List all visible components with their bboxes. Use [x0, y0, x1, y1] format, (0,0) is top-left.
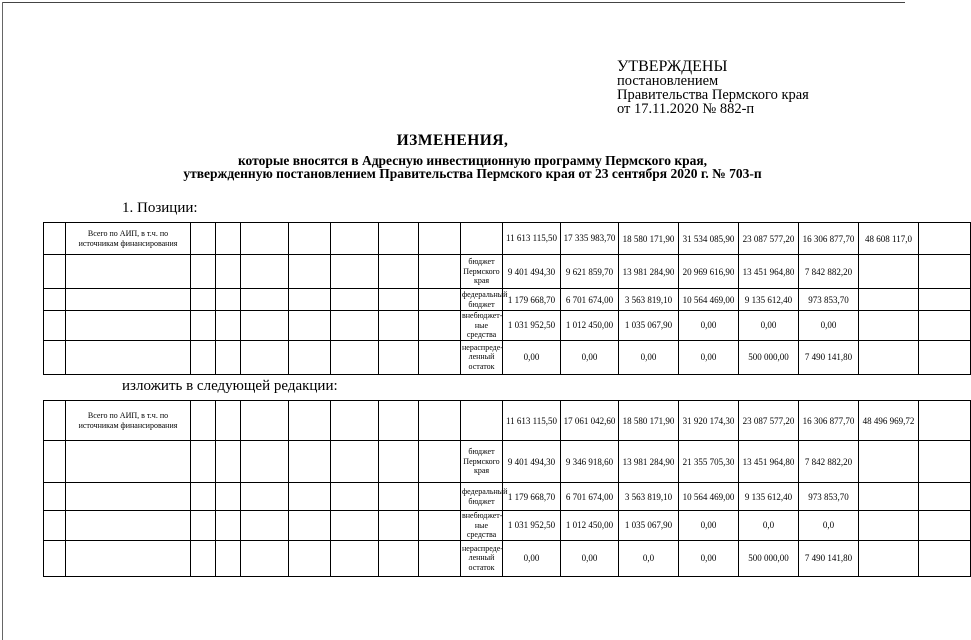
- table-row: [44, 255, 971, 289]
- table-old-positions: [43, 222, 971, 375]
- row-label-total: Всего по АИП, в т.ч. по источникам финансирования: [66, 401, 191, 441]
- cell-value: 6 701 674,00: [561, 289, 619, 311]
- table-row: [44, 441, 971, 483]
- cell-value: 9 135 612,40: [739, 483, 799, 511]
- cell-value: 7 490 141,80: [799, 340, 859, 374]
- cell-value: 1 035 067,90: [619, 511, 679, 541]
- cell-value: 1 179 668,70: [503, 289, 561, 311]
- table-row: [44, 340, 971, 374]
- cell-value: 0,00: [679, 311, 739, 341]
- table-row: [44, 311, 971, 341]
- cell-value: 0,00: [679, 340, 739, 374]
- approval-line-2: постановлением: [617, 73, 719, 89]
- scan-edge-left: [2, 2, 3, 640]
- cell-value: 0,00: [561, 540, 619, 576]
- section-positions: 1. Позиции:: [122, 200, 198, 216]
- scan-edge-top: [2, 2, 905, 3]
- cell-value: 3 563 819,10: [619, 483, 679, 511]
- approval-block: [617, 60, 809, 116]
- cell-value: 13 981 284,90: [619, 255, 679, 289]
- source-label: бюджет Пермского края: [461, 441, 503, 483]
- cell-value: 16 306 877,70: [799, 401, 859, 441]
- cell-value: 0,00: [503, 340, 561, 374]
- cell-value: 6 701 674,00: [561, 483, 619, 511]
- cell-value: 1 031 952,50: [503, 311, 561, 341]
- cell-value: 48 496 969,72: [859, 401, 919, 441]
- cell-value: 0,0: [739, 511, 799, 541]
- cell-value: 0,00: [619, 340, 679, 374]
- cell-value: 973 853,70: [799, 483, 859, 511]
- cell-value: 31 534 085,90: [679, 223, 739, 255]
- table-row: [44, 540, 971, 576]
- cell-value: 9 135 612,40: [739, 289, 799, 311]
- cell-value: 973 853,70: [799, 289, 859, 311]
- table-row: [44, 511, 971, 541]
- approval-line-4: от 17.11.2020 № 882-п: [617, 101, 755, 117]
- document-title: ИЗМЕНЕНИЯ,: [396, 132, 509, 149]
- cell-value: 500 000,00: [739, 540, 799, 576]
- cell-value: 9 621 859,70: [561, 255, 619, 289]
- cell-value: 21 355 705,30: [679, 441, 739, 483]
- source-label: внебюджет-ные средства: [462, 511, 503, 539]
- cell-value: 1 179 668,70: [503, 483, 561, 511]
- cell-value: 18 580 171,90: [619, 223, 679, 255]
- cell-value: 31 920 174,30: [679, 401, 739, 441]
- cell-value: 23 087 577,20: [739, 223, 799, 255]
- cell-value: 3 563 819,10: [619, 289, 679, 311]
- cell-value: 0,00: [679, 540, 739, 576]
- cell-value: 16 306 877,70: [799, 223, 859, 255]
- document-subtitle-2: утвержденную постановлением Правительства Пермского края от 23 сентября 2020 г. № 703-п: [183, 166, 762, 181]
- cell-value: 7 842 882,20: [799, 255, 859, 289]
- table-row: [44, 223, 971, 255]
- cell-value: 48 608 117,0: [859, 223, 919, 255]
- cell-value: 500 000,00: [739, 340, 799, 374]
- table-row: [44, 401, 971, 441]
- cell-value: 1 035 067,90: [619, 311, 679, 341]
- cell-value: 20 969 616,90: [679, 255, 739, 289]
- cell-value: 1 012 450,00: [561, 511, 619, 541]
- cell-value: 23 087 577,20: [739, 401, 799, 441]
- table-row: [44, 483, 971, 511]
- source-label: нераспреде-ленный остаток: [461, 540, 503, 576]
- cell-value: 9 401 494,30: [503, 441, 561, 483]
- cell-value: 7 842 882,20: [799, 441, 859, 483]
- approval-line-3: Правительства Пермского края: [617, 87, 809, 103]
- cell-value: 18 580 171,90: [619, 401, 679, 441]
- source-label: федеральный бюджет: [461, 483, 503, 511]
- cell-value: 11 613 115,50: [503, 401, 561, 441]
- cell-value: 11 613 115,50: [503, 223, 561, 255]
- cell-value: 13 451 964,80: [739, 255, 799, 289]
- cell-value: 9 346 918,60: [561, 441, 619, 483]
- cell-value: 1 031 952,50: [503, 511, 561, 541]
- cell-value: 17 061 042,60: [561, 401, 619, 441]
- table-row: [44, 289, 971, 311]
- cell-value: 10 564 469,00: [679, 289, 739, 311]
- source-label: нераспреде-ленный остаток: [461, 340, 503, 374]
- cell-value: 0,00: [561, 340, 619, 374]
- cell-value: 1 012 450,00: [561, 311, 619, 341]
- cell-value: 7 490 141,80: [799, 540, 859, 576]
- cell-value: 9 401 494,30: [503, 255, 561, 289]
- cell-value: 0,00: [679, 511, 739, 541]
- section-new-edition: изложить в следующей редакции:: [122, 378, 338, 394]
- cell-value: 0,0: [619, 540, 679, 576]
- source-label: внебюджет-ные средства: [462, 311, 503, 339]
- cell-value: 0,00: [739, 311, 799, 341]
- cell-value: 13 981 284,90: [619, 441, 679, 483]
- cell-value: 17 335 983,70: [561, 223, 619, 255]
- document-subtitle-1: которые вносятся в Адресную инвестиционную программу Пермского края,: [237, 153, 708, 168]
- source-label: бюджет Пермского края: [461, 255, 503, 289]
- cell-value: 0,00: [799, 311, 859, 341]
- cell-value: 0,00: [503, 540, 561, 576]
- table-new-positions: [43, 400, 971, 577]
- cell-value: 13 451 964,80: [739, 441, 799, 483]
- source-label: федеральный бюджет: [462, 290, 508, 309]
- approval-line-1: УТВЕРЖДЕНЫ: [617, 58, 728, 75]
- cell-value: 0,0: [799, 511, 859, 541]
- cell-value: 10 564 469,00: [679, 483, 739, 511]
- row-label-total: Всего по АИП, в т.ч. по источникам финансирования: [66, 223, 191, 255]
